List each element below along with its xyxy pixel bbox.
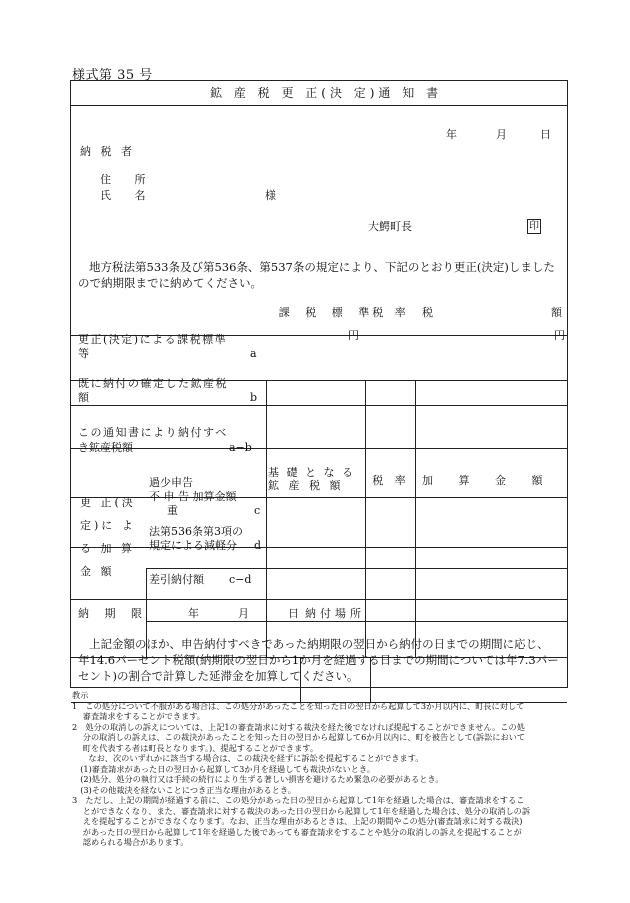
row-c-label-2: 不 申 告 加算金額: [149, 490, 237, 503]
note-line: 認められる場合があります。: [72, 837, 189, 847]
row-d-label-2: 規定による減軽分: [149, 539, 237, 552]
form-number: 様式第 35 号: [72, 68, 153, 83]
honorific: 様: [265, 189, 276, 202]
note-line: (2)処分、処分の執行又は手続の続行により生ずる著しい損害を避けるため緊急の必要があるとき。: [72, 774, 444, 784]
unit-yen-base: 円: [348, 329, 359, 342]
row-c-code: c: [254, 504, 261, 517]
additional-label-3: る 加 算: [80, 542, 135, 555]
row-c-label-3: 重: [167, 504, 178, 517]
header-additional-amount: 加 算 金 額: [422, 474, 554, 487]
seal-mark: 印: [529, 221, 539, 232]
additional-label-1: 更 正(決: [80, 496, 136, 509]
name-label: 氏 名: [100, 189, 156, 202]
note-line: えを提起することができなくなります。なお、正当な理由があるときは、上記の期間やこの処分(審査請求に対する裁決): [72, 816, 523, 826]
deadline-year: 年: [188, 607, 199, 620]
notes-heading: 教示: [72, 690, 89, 700]
row-a-label-1: 更正(決定)による課税標準: [78, 333, 228, 346]
deadline-label: 納 期 限: [78, 607, 148, 620]
date-month: 月: [496, 128, 507, 141]
delinquency-text: 上記金額のほか、申告納付すべきであった納期限の翌日から納付の日までの期間に応じ、年14.6パーセント税額(納期限の翌日から1か月を経過する日までの期間については年7.3パーセント)の割合で計算した延滞金を加算してください。: [78, 637, 559, 683]
row-cd-code: c−d: [229, 573, 252, 586]
row-b-label-2: 額: [78, 391, 89, 404]
note-line: とができなくなり、また、審査請求に対する裁決のあった日の翌日から起算して1年を経過した場合は、処分の取消しの訴: [72, 805, 531, 816]
note-line: 1 この処分について不服がある場合は、この処分があったことを知った日の翌日から起算して3か月以内に、町長に対して: [72, 700, 525, 711]
row-ab-code: a−b: [229, 441, 252, 454]
row-cd-label: 差引納付額: [149, 573, 204, 586]
date-day: 日: [540, 128, 551, 141]
row-ab-label-2: き鉱産税額: [78, 441, 133, 454]
intro-text: 地方税法第533条及び第536条、第537条の規定により、下記のとおり更正(決定)しましたので納期限までに納めてください。: [78, 260, 555, 290]
row-ab-label-1: この通知書により納付すべ: [78, 426, 228, 439]
row-c-label-1: 過少申告: [149, 476, 193, 489]
note-line: 審査請求をすることができます。: [72, 711, 205, 721]
note-line: があった日の翌日から起算して1年を経過した後であっても審査請求をすることや処分の取消しの訴えを提起することが: [72, 826, 522, 837]
header-base-amount-2: 鉱 産 税 額: [268, 479, 344, 492]
issuer-name: 大鰐町長: [368, 220, 412, 233]
header-rate: 税 率: [372, 474, 410, 487]
header-tax-rate: 税 率: [372, 306, 410, 319]
header-tax-amount-left: 税: [422, 306, 433, 319]
address-label: 住 所: [100, 173, 156, 186]
note-line: なお、次のいずれかに該当する場合は、この裁決を経ずに訴訟を提起することができます。: [72, 753, 424, 763]
header-tax-base: 課 税 標 準: [278, 306, 376, 319]
additional-label-2: 定)に よ: [80, 519, 136, 532]
deadline-month: 月: [238, 607, 249, 620]
payment-place-label: 納付場所: [305, 607, 365, 620]
note-line: 分の取消しの訴えは、この裁決があったことを知った日の翌日から起算して6か月以内に、町を被告として(訴訟において: [72, 732, 526, 742]
note-line: 2 処分の取消しの訴えについては、上記1の審査請求に対する裁決を経た後でなければ提起することができません。この処: [72, 721, 525, 732]
form-title: 鉱 産 税 更 正(決 定)通 知 書: [210, 86, 443, 100]
note-line: 町を代表する者は町長となります。)、提起することができます。: [72, 742, 319, 753]
row-d-code: d: [254, 539, 262, 552]
deadline-day: 日: [288, 607, 299, 620]
taxpayer-label: 納 税 者: [80, 145, 135, 158]
row-b-code: b: [250, 391, 258, 404]
header-base-amount-1: 基 礎 と な る: [268, 466, 355, 479]
unit-yen-amount: 円: [554, 329, 565, 342]
date-year: 年: [446, 128, 457, 141]
row-a-code: a: [250, 347, 257, 360]
note-line: 3 ただし、上記の期間が経過する前に、この処分があった日の翌日から起算して1年を経過した場合は、審査請求をするこ: [72, 795, 525, 805]
row-a-label-2: 等: [78, 347, 89, 360]
note-line: (3)その他裁決を経ないことにつき正当な理由があるとき。: [72, 784, 296, 795]
additional-label-4: 金 額: [80, 565, 115, 578]
note-line: (1)審査請求があった日の翌日から起算して3か月を経過しても裁決がないとき。: [72, 763, 375, 774]
header-tax-amount-right: 額: [551, 306, 562, 319]
row-d-label-1: 法第536条第3項の: [149, 525, 243, 538]
row-b-label-1: 既に納付の確定した鉱産税: [78, 377, 228, 390]
instructions-notes: [72, 690, 572, 848]
